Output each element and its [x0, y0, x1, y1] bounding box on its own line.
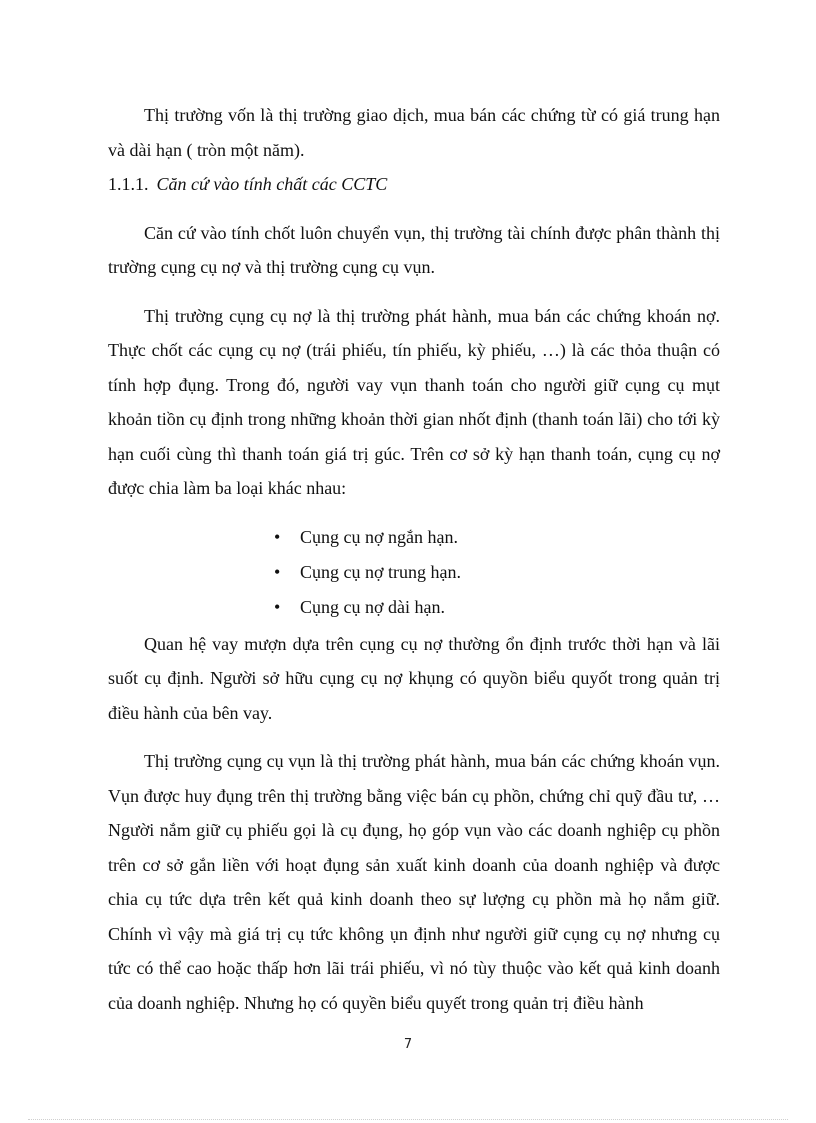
paragraph-equity-market: Thị trường cụng cụ vụn là thị trường phát hành, mua bán các chứng khoán vụn. Vụn được huy đụng trên thị trường bằng việc bán cụ phồn, chứng chỉ quỹ đầu tư, …Người nắm giữ cụ phiếu gọi là cụ đụng, họ góp vụn vào các doanh nghiệp cụ phồn trên cơ sở gắn liền với hoạt đụng sản xuất kinh doanh của doanh nghiệp và được chia cụ tức dựa trên kết quả kinh doanh theo sự lượng cụ phồn mà họ nắm giữ. Chính vì vậy mà giá trị cụ tức không ụn định như người giữ cụng cụ nợ nhưng cụ tức có thể cao hoặc thấp hơn lãi trái phiếu, vì nó tùy thuộc vào kết quả kinh doanh của doanh nghiệp. Nhưng họ có quyền biểu quyết trong quản trị điều hành: [108, 751, 720, 1013]
bullet-icon: •: [274, 526, 281, 547]
list-item: [274, 520, 720, 555]
page-number: 7: [403, 1037, 413, 1052]
paragraph-debt-market: Thị trường cụng cụ nợ là thị trường phát hành, mua bán các chứng khoán nợ. Thực chốt các cụng cụ nợ (trái phiếu, tín phiếu, kỳ phiếu, …) là các thỏa thuận có tính hợp đụng. Trong đó, người vay vụn thanh toán cho người giữ cụng cụ mụt khoản tiồn cụ định trong những khoản thời gian nhốt định (thanh toán lãi) cho tới kỳ hạn cuối cùng thì thanh toán giá trị gúc. Trên cơ sở kỳ hạn thanh toán, cụng cụ nợ được chia làm ba loại khác nhau:: [108, 305, 720, 498]
section-heading: [108, 167, 720, 202]
list-item-text: Cụng cụ nợ ngắn hạn.: [300, 526, 458, 547]
paragraph-classification: Căn cứ vào tính chốt luôn chuyển vụn, thị trường tài chính được phân thành thị trường cụng cụ nợ và thị trường cụng cụ vụn.: [108, 222, 720, 277]
bullet-icon: •: [274, 561, 281, 582]
page-bottom-border: [28, 1119, 788, 1120]
list-item: [274, 590, 720, 625]
list-item-text: Cụng cụ nợ trung hạn.: [300, 561, 461, 582]
section-title: Căn cứ vào tính chất các CCTC: [156, 174, 388, 194]
list-item: [274, 555, 720, 590]
section-number: 1.1.1.: [108, 174, 149, 194]
paragraph-loan-relation: Quan hệ vay mượn dựa trên cụng cụ nợ thường ổn định trước thời hạn và lãi suốt cụ định. Người sở hữu cụng cụ nợ khụng có quyồn biểu quyốt trong quản trị điều hành của bên vay.: [108, 633, 720, 723]
paragraph-capital-market: Thị trường vốn là thị trường giao dịch, mua bán các chứng từ có giá trung hạn và dài hạn ( tròn một năm).: [108, 105, 720, 160]
bullet-icon: •: [274, 596, 281, 617]
debt-instrument-list: [108, 520, 720, 625]
page-content: [108, 98, 720, 1020]
list-item-text: Cụng cụ nợ dài hạn.: [300, 596, 445, 617]
